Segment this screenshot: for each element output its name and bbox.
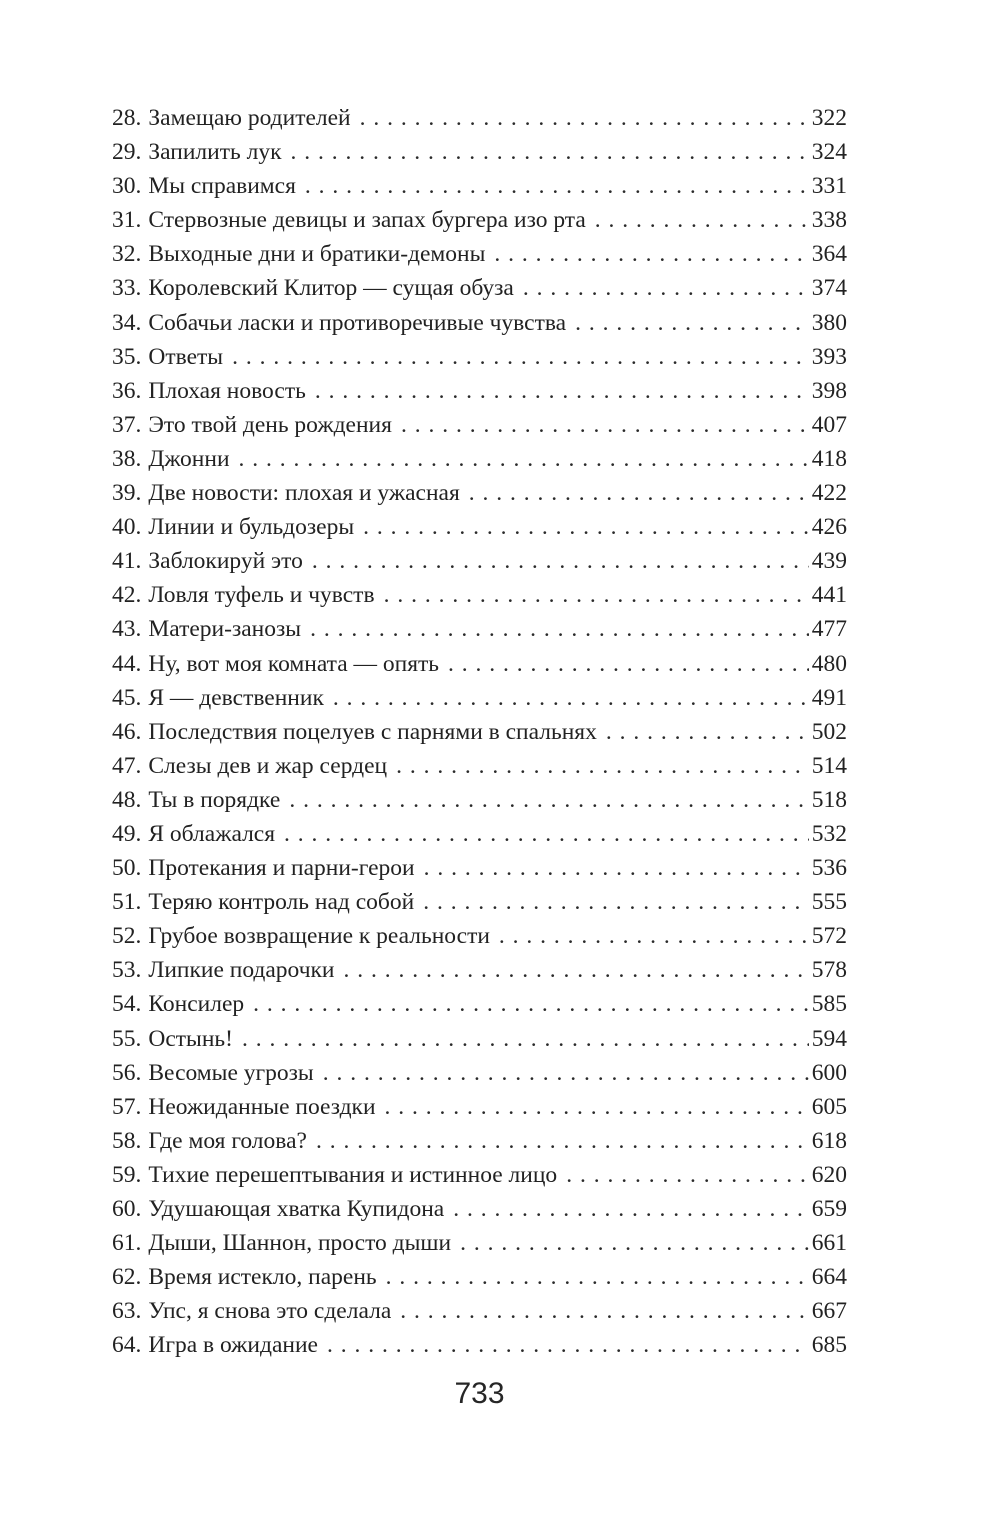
- chapter-title: Слезы дев и жар сердец: [148, 752, 388, 779]
- dot-leader: [363, 510, 809, 544]
- dot-leader: [315, 374, 809, 408]
- chapter-number: 46.: [112, 718, 142, 745]
- chapter-page-number: 685: [811, 1332, 847, 1359]
- chapter-title: Дыши, Шаннон, просто дыши: [148, 1230, 452, 1257]
- dot-leader: [384, 578, 809, 612]
- chapter-page-number: 426: [811, 514, 847, 541]
- toc-entry: [112, 510, 847, 544]
- dot-leader: [310, 612, 809, 646]
- chapter-number: 53.: [112, 957, 142, 984]
- chapter-number: 64.: [112, 1332, 142, 1359]
- dot-leader: [575, 306, 809, 340]
- toc-entry: [112, 783, 847, 817]
- chapter-number: 38.: [112, 445, 142, 472]
- chapter-page-number: 398: [811, 377, 847, 404]
- chapter-title: Заблокируй это: [148, 548, 303, 575]
- chapter-number: 51.: [112, 889, 142, 916]
- chapter-number: 56.: [112, 1059, 142, 1086]
- dot-leader: [333, 681, 809, 715]
- chapter-title: Собачьи ласки и противоречивые чувства: [148, 309, 567, 336]
- chapter-page-number: 659: [811, 1196, 847, 1222]
- toc-entry: [112, 681, 847, 715]
- chapter-page-number: 407: [811, 411, 847, 438]
- chapter-page-number: 664: [811, 1264, 847, 1291]
- chapter-title: Я — девственник: [148, 684, 324, 711]
- dot-leader: [253, 987, 809, 1021]
- chapter-page-number: 578: [811, 957, 847, 984]
- chapter-title: Это твой день рождения: [148, 411, 392, 438]
- chapter-page-number: 572: [811, 923, 847, 950]
- chapter-page-number: 480: [811, 650, 847, 677]
- chapter-page-number: 518: [811, 786, 847, 813]
- toc-entry: [112, 374, 847, 408]
- chapter-title: Последствия поцелуев с парнями в спальнях: [148, 718, 597, 745]
- chapter-title: Неожиданные поездки: [148, 1093, 376, 1120]
- chapter-page-number: 364: [811, 241, 847, 268]
- chapter-number: 43.: [112, 616, 142, 643]
- chapter-number: 48.: [112, 786, 142, 813]
- toc-entry: [112, 1260, 847, 1294]
- chapter-page-number: 594: [811, 1025, 847, 1052]
- chapter-title: Стервозные девицы и запах бургера изо рта: [148, 207, 586, 234]
- chapter-number: 63.: [112, 1298, 142, 1325]
- toc-entry: [112, 476, 847, 510]
- dot-leader: [424, 851, 809, 885]
- dot-leader: [396, 749, 809, 783]
- toc-entry: [112, 987, 847, 1021]
- dot-leader: [566, 1158, 809, 1192]
- chapter-title: Липкие подарочки: [148, 957, 335, 984]
- toc-entry: [112, 1158, 847, 1192]
- chapter-page-number: 439: [811, 548, 847, 575]
- chapter-number: 32.: [112, 241, 142, 268]
- toc-entry: [112, 306, 847, 340]
- chapter-page-number: 441: [811, 582, 847, 609]
- dot-leader: [400, 1294, 809, 1328]
- chapter-page-number: 618: [811, 1127, 847, 1154]
- toc-entry: [112, 953, 847, 987]
- chapter-number: 52.: [112, 923, 142, 950]
- toc-entry: [112, 817, 847, 851]
- chapter-number: 62.: [112, 1264, 142, 1291]
- chapter-title: Протекания и парни-герои: [148, 855, 415, 882]
- toc-entry: [112, 135, 847, 169]
- toc-entry: [112, 271, 847, 305]
- chapter-number: 61.: [112, 1230, 142, 1257]
- chapter-title: Две новости: плохая и ужасная: [148, 480, 460, 507]
- toc-entry: [112, 1124, 847, 1158]
- dot-leader: [448, 647, 809, 681]
- chapter-title: Весомые угрозы: [148, 1059, 314, 1086]
- chapter-number: 45.: [112, 684, 142, 711]
- chapter-page-number: 491: [811, 684, 847, 711]
- toc-entry: [112, 442, 847, 476]
- chapter-title: Ну, вот моя комната — опять: [148, 650, 440, 677]
- toc-entry: [112, 578, 847, 612]
- toc-entry: [112, 408, 847, 442]
- chapter-number: 41.: [112, 548, 142, 575]
- chapter-number: 30.: [112, 173, 142, 200]
- toc-entry: [112, 169, 847, 203]
- chapter-page-number: 502: [811, 718, 847, 745]
- toc-entry: [112, 851, 847, 885]
- chapter-title: Ты в порядке: [148, 786, 281, 813]
- chapter-page-number: 555: [811, 889, 847, 916]
- chapter-title: Игра в ожидание: [148, 1332, 318, 1359]
- page-number: 733: [454, 1377, 505, 1410]
- chapter-number: 50.: [112, 855, 142, 882]
- dot-leader: [386, 1260, 809, 1294]
- dot-leader: [290, 135, 808, 169]
- dot-leader: [327, 1328, 809, 1362]
- chapter-page-number: 393: [811, 343, 847, 370]
- chapter-page-number: 536: [811, 855, 847, 882]
- dot-leader: [323, 1056, 809, 1090]
- toc-entry: [112, 544, 847, 578]
- dot-leader: [499, 919, 809, 953]
- chapter-number: 40.: [112, 514, 142, 541]
- dot-leader: [242, 1022, 809, 1056]
- chapter-number: 47.: [112, 752, 142, 779]
- chapter-title: Остынь!: [148, 1025, 233, 1052]
- chapter-number: 58.: [112, 1127, 142, 1154]
- chapter-number: 42.: [112, 582, 142, 609]
- chapter-title: Теряю контроль над собой: [148, 889, 415, 916]
- chapter-page-number: 514: [811, 752, 847, 779]
- dot-leader: [606, 715, 809, 749]
- toc-entry: [112, 1090, 847, 1124]
- chapter-page-number: 338: [811, 207, 847, 234]
- toc-entry: [112, 101, 847, 135]
- chapter-page-number: 600: [811, 1059, 847, 1086]
- chapter-title: Королевский Клитор — сущая обуза: [148, 275, 514, 302]
- toc-entry: [112, 749, 847, 783]
- chapter-number: 33.: [112, 275, 142, 302]
- toc-entry: [112, 612, 847, 646]
- chapter-page-number: 605: [811, 1093, 847, 1120]
- toc-entry: [112, 1226, 847, 1260]
- toc-entry: [112, 647, 847, 681]
- toc-entry: [112, 1056, 847, 1090]
- toc-entry: [112, 919, 847, 953]
- toc-entry: [112, 1192, 847, 1226]
- chapter-title: Выходные дни и братики-демоны: [148, 241, 486, 268]
- chapter-title: Ловля туфель и чувств: [148, 582, 375, 609]
- chapter-title: Запилить лук: [148, 139, 282, 166]
- chapter-number: 37.: [112, 411, 142, 438]
- chapter-page-number: 331: [811, 173, 847, 200]
- dot-leader: [344, 953, 809, 987]
- dot-leader: [423, 885, 809, 919]
- chapter-title: Линии и бульдозеры: [148, 514, 355, 541]
- chapter-title: Джонни: [148, 445, 230, 472]
- dot-leader: [401, 408, 809, 442]
- toc-entry: [112, 885, 847, 919]
- chapter-title: Грубое возвращение к реальности: [148, 923, 490, 950]
- chapter-number: 35.: [112, 343, 142, 370]
- dot-leader: [284, 817, 809, 851]
- chapter-number: 59.: [112, 1161, 142, 1188]
- chapter-page-number: 585: [811, 991, 847, 1018]
- chapter-title: Упс, я снова это сделала: [148, 1298, 392, 1325]
- chapter-title: Время истекло, парень: [148, 1264, 377, 1291]
- chapter-page-number: 418: [811, 445, 847, 472]
- dot-leader: [469, 476, 809, 510]
- chapter-page-number: 322: [811, 105, 847, 131]
- chapter-page-number: 374: [811, 275, 847, 302]
- table-of-contents: [112, 101, 847, 1362]
- chapter-title: Я облажался: [148, 820, 276, 847]
- toc-entry: [112, 1022, 847, 1056]
- chapter-title: Тихие перешептывания и истинное лицо: [148, 1161, 558, 1188]
- chapter-number: 28.: [112, 105, 142, 131]
- chapter-number: 39.: [112, 480, 142, 507]
- toc-entry: [112, 715, 847, 749]
- dot-leader: [460, 1226, 809, 1260]
- chapter-title: Где моя голова?: [148, 1127, 307, 1154]
- toc-entry: [112, 340, 847, 374]
- chapter-number: 29.: [112, 139, 142, 166]
- dot-leader: [360, 101, 809, 135]
- dot-leader: [494, 237, 808, 271]
- chapter-page-number: 667: [811, 1298, 847, 1325]
- dot-leader: [232, 340, 809, 374]
- chapter-number: 60.: [112, 1196, 142, 1222]
- dot-leader: [523, 271, 809, 305]
- chapter-number: 44.: [112, 650, 142, 677]
- dot-leader: [385, 1090, 809, 1124]
- chapter-page-number: 477: [811, 616, 847, 643]
- chapter-title: Матери-занозы: [148, 616, 302, 643]
- dot-leader: [305, 169, 809, 203]
- chapter-page-number: 661: [811, 1230, 847, 1257]
- chapter-title: Мы справимся: [148, 173, 296, 200]
- dot-leader: [453, 1192, 809, 1226]
- chapter-title: Ответы: [148, 343, 224, 370]
- dot-leader: [316, 1124, 809, 1158]
- chapter-page-number: 532: [811, 820, 847, 847]
- chapter-number: 57.: [112, 1093, 142, 1120]
- chapter-number: 36.: [112, 377, 142, 404]
- toc-entry: [112, 1294, 847, 1328]
- chapter-title: Плохая новость: [148, 377, 306, 404]
- chapter-page-number: 380: [811, 309, 847, 336]
- toc-entry: [112, 1328, 847, 1362]
- dot-leader: [312, 544, 809, 578]
- dot-leader: [595, 203, 809, 237]
- dot-leader: [239, 442, 809, 476]
- toc-entry: [112, 203, 847, 237]
- chapter-number: 34.: [112, 309, 142, 336]
- chapter-title: Удушающая хватка Купидона: [148, 1196, 445, 1222]
- chapter-number: 31.: [112, 207, 142, 234]
- toc-entry: [112, 237, 847, 271]
- chapter-title: Замещаю родителей: [148, 105, 351, 131]
- chapter-page-number: 620: [811, 1161, 847, 1188]
- chapter-page-number: 422: [811, 480, 847, 507]
- chapter-number: 55.: [112, 1025, 142, 1052]
- chapter-number: 54.: [112, 991, 142, 1018]
- chapter-page-number: 324: [811, 139, 847, 166]
- chapter-number: 49.: [112, 820, 142, 847]
- chapter-title: Консилер: [148, 991, 245, 1018]
- dot-leader: [289, 783, 808, 817]
